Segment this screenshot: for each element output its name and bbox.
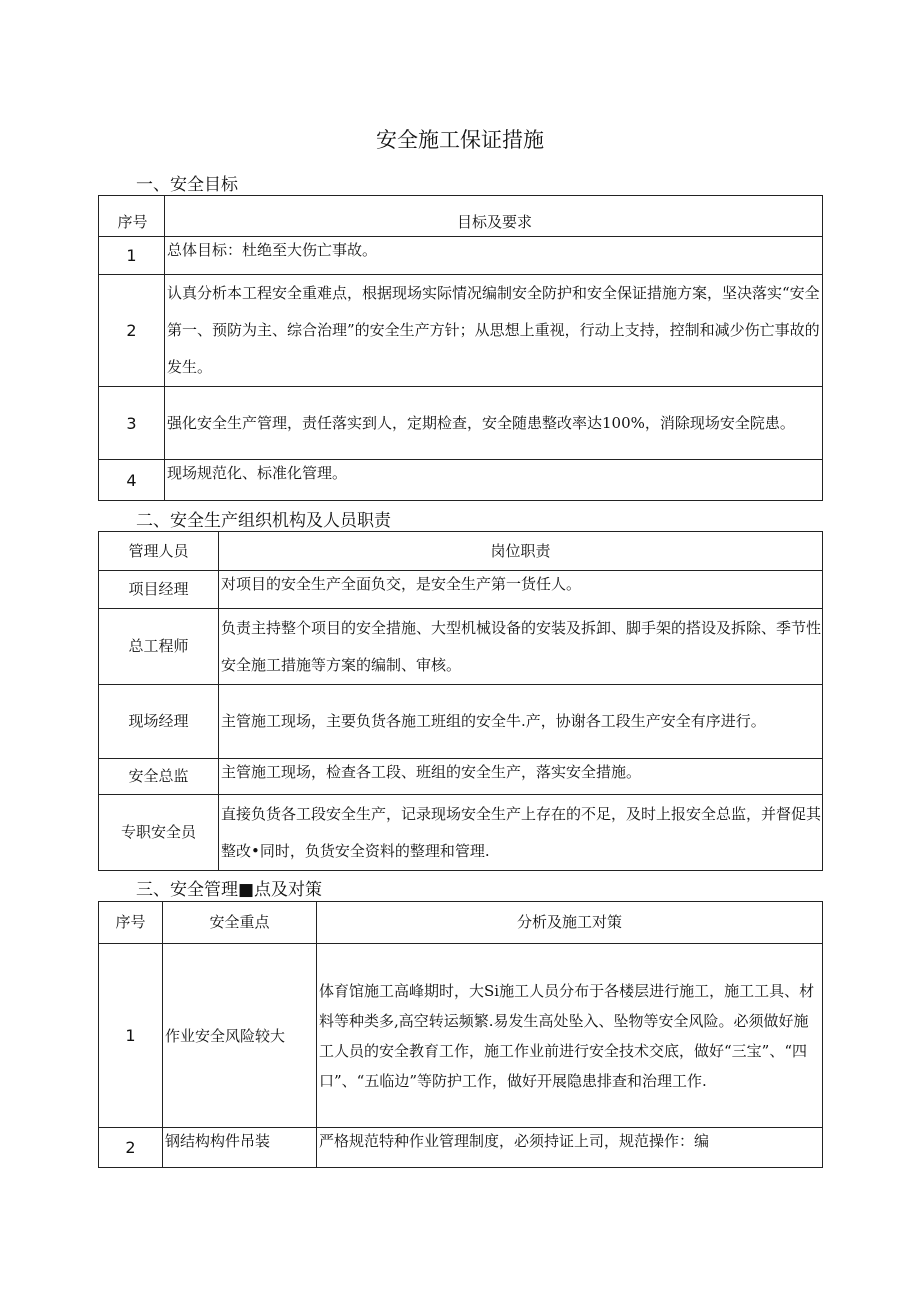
table-row (99, 275, 823, 387)
table-row (99, 759, 823, 795)
duty-cell: 对项目的安全生产全面负交，是安全生产第一货任人。 (219, 571, 823, 609)
table-row (99, 685, 823, 759)
col-header-role: 管理人员 (99, 532, 219, 571)
table-row (99, 460, 823, 501)
measure-cell: 体育馆施工高峰期时，大Si施工人员分布于各楼层进行施工，施工工具、材料等种类多,高空转运频繁.易发生高处坠入、坠物等安全风险。必须做好施工人员的安全教育工作，施工作业前进行安全技术交底，做好“三宝”、“四口”、“五临边”等防护工作，做好开展隐患排查和治理工作. (317, 944, 823, 1128)
row-text: 现场规范化、标准化管理。 (165, 460, 823, 501)
point-cell: 作业安全风险较大 (163, 944, 317, 1128)
table-row (99, 387, 823, 460)
table-row (99, 795, 823, 871)
role-cell: 项目经理 (99, 571, 219, 609)
role-cell: 安全总监 (99, 759, 219, 795)
measure-cell: 严格规范特种作业管理制度，必须持证上司，规范操作：编 (317, 1128, 823, 1168)
table-row (99, 609, 823, 685)
row-number: 4 (99, 460, 165, 501)
table-row (99, 1128, 823, 1168)
col-header-no: 序号 (99, 902, 163, 944)
safety-goals-table (98, 195, 823, 501)
duty-cell: 直接负货各工段安全生产，记录现场安全生产上存在的不足，及时上报安全总监，并督促其整改•同时，负货安全资料的整理和管理. (219, 795, 823, 871)
col-header-point: 安全重点 (163, 902, 317, 944)
col-header-content: 目标及要求 (165, 196, 823, 237)
table-header-row (99, 902, 823, 944)
row-number: 2 (99, 1128, 163, 1168)
table-header-row (99, 196, 823, 237)
row-text: 强化安全生产管理，责任落实到人，定期检查，安全随患整改率达100%，消除现场安全院患。 (165, 387, 823, 460)
role-cell: 现场经理 (99, 685, 219, 759)
row-text: 总体目标：杜绝至大伤亡事故。 (165, 237, 823, 275)
row-number: 1 (99, 944, 163, 1128)
point-cell: 钢结构构件吊装 (163, 1128, 317, 1168)
table-row (99, 944, 823, 1128)
table-row (99, 237, 823, 275)
section3-heading: 三、安全管理■点及对策 (136, 880, 323, 900)
role-cell: 专职安全员 (99, 795, 219, 871)
organization-table (98, 531, 823, 871)
row-number: 1 (99, 237, 165, 275)
duty-cell: 主管施工现场，检查各工段、班组的安全生产，落实安全措施。 (219, 759, 823, 795)
table-row (99, 571, 823, 609)
row-text: 认真分析本工程安全重难点，根据现场实际情况编制安全防护和安全保证措施方案，坚决落实“安全第一、预防为主、综合治理”的安全生产方针；从思想上重视，行动上支持，控制和减少伤亡事故的发生。 (165, 275, 823, 387)
duty-cell: 主管施工现场，主要负货各施工班组的安全牛.产，协谢各工段生产安全有序进行。 (219, 685, 823, 759)
section2-heading: 二、安全生产组织机构及人员职责 (136, 511, 391, 531)
col-header-duty: 岗位职责 (219, 532, 823, 571)
duty-cell: 负责主持整个项目的安全措施、大型机械设备的安装及拆卸、脚手架的搭设及拆除、季节性安全施工措施等方案的编制、审核。 (219, 609, 823, 685)
safety-points-table (98, 901, 823, 1168)
section1-heading: 一、安全目标 (136, 175, 238, 195)
table-header-row (99, 532, 823, 571)
page-title: 安全施工保证措施 (376, 128, 544, 152)
row-number: 2 (99, 275, 165, 387)
col-header-no: 序号 (99, 196, 165, 237)
col-header-measure: 分析及施工对策 (317, 902, 823, 944)
role-cell: 总工程师 (99, 609, 219, 685)
row-number: 3 (99, 387, 165, 460)
